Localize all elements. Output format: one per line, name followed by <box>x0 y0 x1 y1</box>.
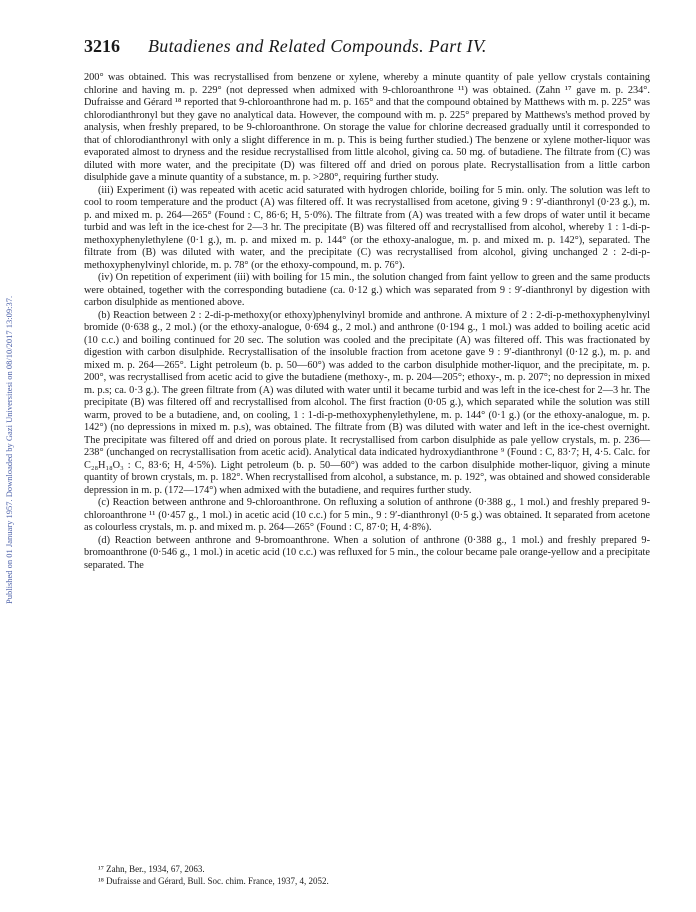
paragraph-reaction-d: (d) Reaction between anthrone and 9-bromoanthrone. When a solution of anthrone (0·388 g., 1 mol.) and freshly prepared 9-bromoanthrone (0·546 g., 1 mol.) in acetic acid (10 c.c.) was refluxed for 5 min., the colour became pale orange-yellow and a precipitate separated. The <box>84 534 650 571</box>
paragraph-experiment-iv: (iv) On repetition of experiment (iii) with boiling for 15 min., the solution changed from faint yellow to green and the same products were obtained, together with the corresponding butadiene (ca. 0·12 g.) which was separated from 9 : 9′-dianthronyl by digestion with carbon disulphide as mentioned above. <box>84 272 650 308</box>
publication-watermark: Published on 01 January 1957. Downloaded by Gazi Universitesi on 08/10/2017 13:09:37. <box>4 295 14 605</box>
footnotes <box>84 864 650 887</box>
paragraph-reaction-b: (b) Reaction between 2 : 2-di-p-methoxy(or ethoxy)phenylvinyl bromide and anthrone. A mixture of 2 : 2-di-p-methoxyphenylvinyl bromide (0·638 g., 2 mol.) (or the ethoxy-analogue, 0·694 g., 2 mol.) and anthrone (0·194 g., 1 mol.) was added to boiling acetic acid (10 c.c.) and boiling continued for 20 sec. The solution was cooled and the precipitate (A) was filtered off. This was fractionated by digestion with carbon disulphide. Recrystallisation of the insoluble fraction from acetone gave 9 : 9′-dianthronyl (0·12 g.), m. p. and mixed m. p. 264—265°. Light petroleum (b. p. 50—60°) was added to the carbon disulphide mother-liquor, and the precipitate, m. p. 200°, was recrystallised from acetic acid to give the butadiene (methoxy-, m. p. 204—205°; ethoxy-, m. p. 207°; no depression in mixed m. p.s; ca. 0·3 g.). The green filtrate from (A) was diluted with water until it became turbid and was left in the ice-chest for 2—3 hr. The precipitate (B) was filtered off and recrystallised from alcohol. The first fraction (0·05 g.), which separated while the solution was still warm, proved to be a butadiene, and, on cooling, 1 : 1-di-p-methoxyphenylethylene, m. p. 144° (0·1 g.) (or the ethoxy-analogue, m. p. 142°) (no depressions in mixed m. p.s), was obtained. The filtrate from (B) was diluted with water and left in the ice-chest overnight. The precipitate was filtered off and dried on porous plate. It recrystallised from carbon disulphide as pale yellow crystals, m. p. 236—238° (unchanged on recrystallisation from acetic acid). Analytical data indicated hydroxydianthrone ⁹ (Found : C, 83·7; H, 4·5. Calc. for C₂₈H₁₈O₃ : C, 83·6; H, 4·5%). Light petroleum (b. p. 50—60°) was added to the carbon disulphide mother-liquor, giving a minute quantity of brown crystals, m. p. 182°. When recrystallised from alcohol, a substance, m. p. 192°, was obtained and showed considerable depression in m. p. (172—174°) when admixed with the butadiene, and requires further study. <box>84 309 650 496</box>
paragraph-experiment-iii: (iii) Experiment (i) was repeated with acetic acid saturated with hydrogen chloride, boiling for 5 min. only. The solution was left to cool to room temperature and the product (A) was filtered off. It was recrystallised from acetone, giving 9 : 9′-dianthronyl (0·23 g.), m. p. and mixed m. p. 264—265° (Found : C, 86·6; H, 5·0%). The filtrate from (A) was treated with a few drops of water until it became turbid and was left in the ice-chest for 2—3 hr. The precipitate (B) was filtered off and recrystallised from alcohol, whereby 1 : 1-di-p-methoxyphenylethylene (0·1 g.), m. p. and mixed m. p. 144° (or the ethoxy-analogue, m. p. and mixed m. p. 142°), separated. The filtrate from (B) was diluted with water, and the precipitate (C) was recrystallised from alcohol, giving unchanged 2 : 2-di-p-methoxyphenylvinyl chloride, m. p. 78° (or the ethoxy-compound, m. p. 76°). <box>84 184 650 271</box>
page-number: 3216 <box>84 36 120 56</box>
page-header <box>84 36 654 66</box>
footnote-18: ¹⁸ Dufraisse and Gérard, Bull. Soc. chim. France, 1937, 4, 2052. <box>98 875 329 886</box>
footnote-17: ¹⁷ Zahn, Ber., 1934, 67, 2063. <box>98 864 205 874</box>
running-title: Butadienes and Related Compounds. Part IV. <box>148 36 487 56</box>
paragraph-reaction-c: (c) Reaction between anthrone and 9-chloroanthrone. On refluxing a solution of anthrone (0·388 g., 1 mol.) and freshly prepared 9-chloroanthrone ¹¹ (0·457 g., 1 mol.) in acetic acid (10 c.c.) for 5 min., 9 : 9′-dianthronyl (0·5 g.) was obtained. It separated from acetone as colourless crystals, m. p. and mixed m. p. 264—265° (Found : C, 87·0; H, 4·8%). <box>84 497 650 533</box>
paragraph-continuation: 200° was obtained. This was recrystallised from benzene or xylene, whereby a minute quantity of pale yellow crystals containing chlorine and having m. p. 229° (not depressed when admixed with 9-chloroanthrone ¹¹) was obtained. (Zahn ¹⁷ gave m. p. 234°. Dufraisse and Gérard ¹⁸ reported that 9-chloroanthrone had m. p. 165° and that the compound obtained by Matthews with m. p. 225° was chlorodianthronyl but they gave no analytical data. However, the compound with m. p. 225° prepared by Matthews's method proved by analysis, when freshly prepared, to be 9-chloroanthrone. On storage the value for chlorine decreased gradually until it corresponded to that of chlorodianthronyl with only a slight difference in m. p. This is being further studied.) The benzene or xylene mother-liquor was evaporated almost to dryness and the residue recrystallised from little alcohol, giving ca. 50 mg. of butadiene. The filtrate from (C) was diluted with more water, and the precipitate (D) was filtered off and dried on porous plate. Recrystallisation from a little carbon disulphide gave a minute quantity of a substance, m. p. >280°, requiring further study. <box>84 72 650 183</box>
article-body <box>84 72 650 572</box>
